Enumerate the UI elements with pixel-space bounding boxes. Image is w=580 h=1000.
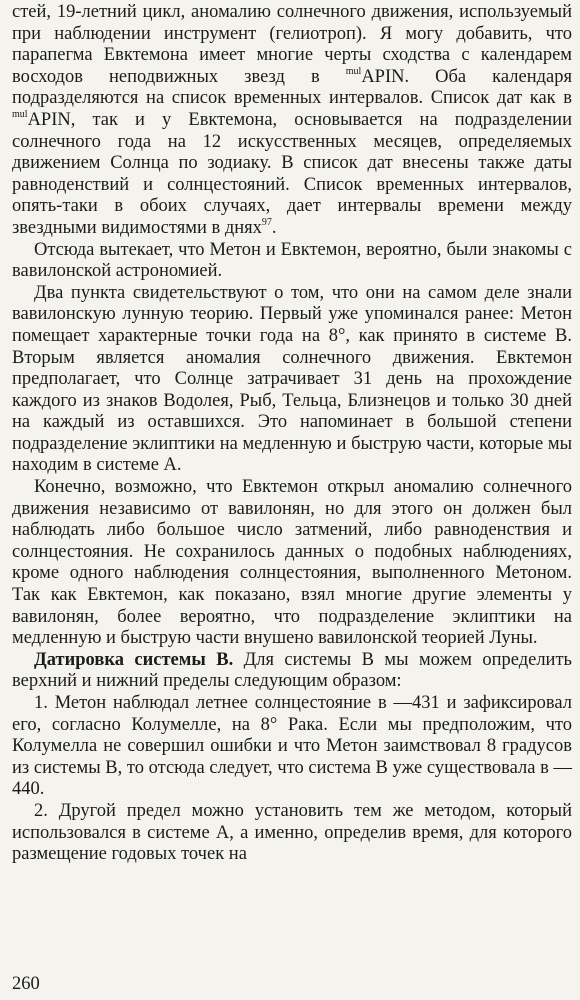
text-run: стей, 19-летний цикл, аномалию солнечного движения, используемый при наблюдении инструмент (гелиотроп). Я могу добавить, что парапегма Евктемона имеет многие черты сходства с календарем восходов неподвижных звезд в bbox=[12, 2, 572, 87]
paragraph bbox=[12, 693, 572, 801]
text-run: Два пункта свидетельствуют о том, что они на самом деле знали вавилонскую лунную теорию. Первый уже упоминался ранее: Метон помещает характерные точки года на 8°, как принято в системе B. Вторым является аномалия солнечного движения. Евктемон предполагает, что Солнце затрачивает 31 день на прохождение каждого из знаков Водолея, Рыб, Тельца, Близнецов и только 30 дней на каждый из оставшихся. Это напоминает в большой степени подразделение эклиптики на медленную и быструю части, которые мы находим в системе A. bbox=[12, 282, 572, 476]
paragraph bbox=[12, 477, 572, 650]
text-run: 1. Метон наблюдал летнее солнцестояние в —431 и зафиксировал его, согласно Колумелле, на 8° Рака. Если мы предположим, что Колумелла не совершил ошибки и что Метон заимствовал 8 градусов из системы B, то отсюда следует, что система B уже существовала в —440. bbox=[12, 693, 572, 800]
paragraph bbox=[12, 283, 572, 477]
text-run: Отсюда вытекает, что Метон и Евктемон, вероятно, были знакомы с вавилонской астрономией. bbox=[12, 239, 572, 282]
superscript: mul bbox=[12, 108, 28, 120]
text-run: APIN, так и у Евктемона, основывается на подразделении солнечного года на 12 искусственных месяцев, определяемых движением Солнца по зодиаку. В список дат внесены также даты равноденствий и солнцестояний. Список временных интервалов, опять-таки в обоих случаях, дает интервалы времени между звездными видимостями в днях bbox=[12, 109, 572, 238]
superscript: 97 bbox=[261, 216, 272, 228]
text-run: 2. Другой предел можно установить тем же методом, который использовался в системе A, а именно, определив время, для которого размещение годовых точек на bbox=[12, 800, 572, 865]
text-run: . bbox=[271, 217, 277, 238]
superscript: mul bbox=[345, 65, 362, 77]
section-heading: Датировка системы B. bbox=[34, 649, 234, 670]
text-run: Для системы B мы можем определить верхний и нижний пределы следующим образом: bbox=[12, 649, 572, 692]
paragraph bbox=[12, 240, 572, 283]
paragraph bbox=[12, 801, 572, 866]
text-run: Конечно, возможно, что Евктемон открыл аномалию солнечного движения независимо от вавилонян, но для этого он должен был наблюдать либо большое число затмений, либо равноденствия и солнцестояния. Не сохранилось данных о подобных наблюдениях, кроме одного наблюдения солнцестояния, выполненного Метоном. Так как Евктемон, как показано, взял многие другие элементы у вавилонян, более вероятно, что подразделение эклиптики на медленную и быструю части внушено вавилонской теорией Луны. bbox=[12, 477, 572, 649]
paragraph bbox=[12, 650, 572, 693]
text-run: APIN. Оба календаря подразделяются на список временных интервалов. Список дат как в bbox=[12, 66, 572, 109]
body-text bbox=[12, 2, 572, 866]
paragraph bbox=[12, 2, 572, 240]
page-number: 260 bbox=[12, 974, 40, 994]
